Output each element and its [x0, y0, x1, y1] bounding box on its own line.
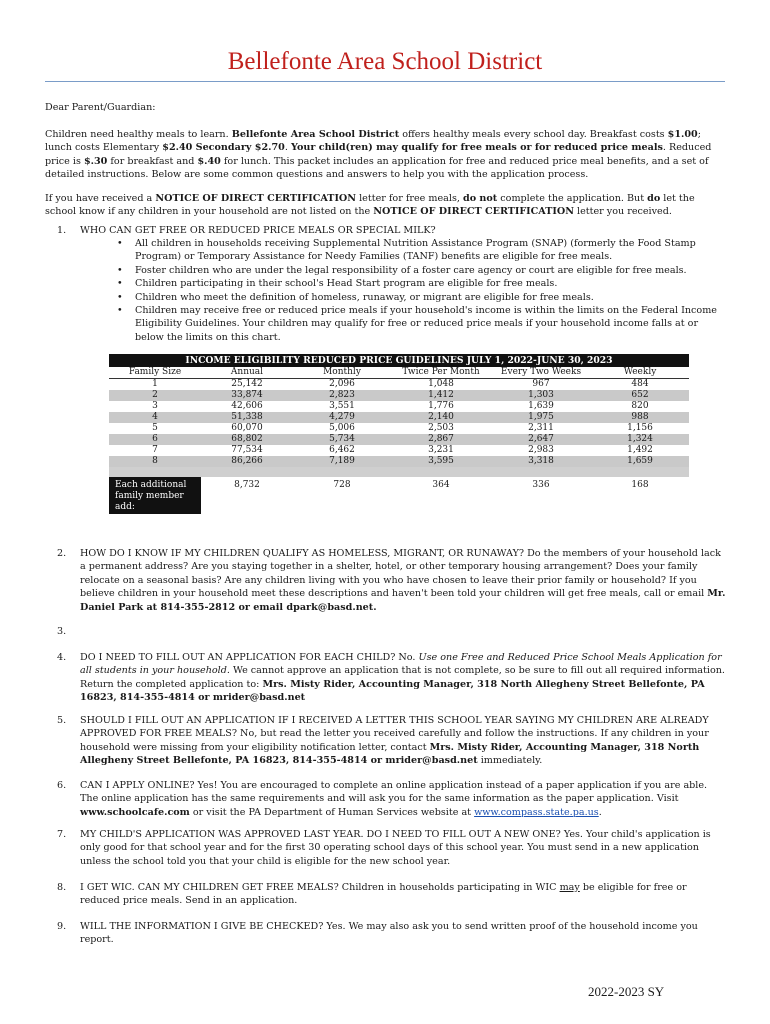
table-row: 3 42,606 3,551 1,776 1,639 820 — [152, 401, 649, 411]
table-row: 6 68,802 5,734 2,867 2,647 1,324 — [109, 434, 689, 445]
column-header: Family Size — [109, 367, 201, 379]
column-header: Twice Per Month — [391, 367, 491, 379]
column-header-row — [109, 367, 689, 379]
intro-paragraph: Children need healthy meals to learn. Bellefonte Area School District offers healthy meals every school day. Breakfast costs $1.00; lunch costs Elementary $2.40 Secondary $2.70. Your child(ren) may qualify for free meals or for reduced price meals. Reduced price is $.30 for breakfast and $.40 for lunch. This packet includes an application for free and reduced price meal benefits, and a set of detailed instructions. Below are some common questions and answers to help you with the application process. — [45, 129, 712, 181]
school-year-footer: 2022-2023 SY — [588, 984, 665, 999]
letter-page: Bellefonte Area School District Dear Parent/Guardian: Children need healthy meals to learn. Bellefonte Area School District offers healthy meals every school day. Breakfast costs $1.00; lunch costs Elementary $2.40 Secondary $2.70. Your child(ren) may qualify for free meals or for reduced price meals. Reduced price is $.30 for breakfast and $.40 for lunch. This packet includes an application for free and reduced price meal benefits, and a set of detailed instructions. Below are some common questions and answers to help you with the application process. If you have received a NOTICE OF DIRECT CERTIFICATION letter for free meals, do not complete the application. But do let the school know if any children in your household are not listed on the NOTICE OF DIRECT CERTIFICATION letter you received. 1. WHO CAN GET FREE OR REDUCED PRICE MEALS OR SPECIAL MILK? • All children in households receiving Supplemental Nutrition Assistance Program (SNAP) (formerly the Food Stamp Program) or Temporary Assistance for Needy Families (TANF) benefits are eligible for free meals. • Foster children who are under the legal responsibility of a foster care agency or court are eligible for free meals. • Children participating in their school's Head Start program are eligible for free meals. • Children who meet the definition of homeless, runaway, or migrant are eligible for free meals. • Children may receive free or reduced price meals if your household's income is within the limits on the Federal Income Eligibility Guidelines. Your children may qualify for free or reduced price meals if your household income falls at or below the limits on this chart. INCOME ELIGIBILITY REDUCED PRICE GUIDELINES JULY 1, 2022-JUNE 30, 2023 Family Size Annual Monthly Twice Per Month Every Two Weeks Weekly 1 25,142 2,096 1,048 967 484 2 33,874 2,823 1,412 1,303 652 3 42,606 3,551 1,776 1,639 820 4 51,338 4,279 2,140 1,975 988 5 60,070 5,006 2,503 2,311 1,156 6 68,802 5,734 2,867 2,647 1,324 7 77,534 6,462 3,231 2,983 1,492 8 86,266 7,189 3,595 3,318 1,659 Each additional family member add: 8,732 728 364 336 168 2. HOW DO I KNOW IF MY CHILDREN QUALIFY AS HOMELESS, MIGRANT, OR RUNAWAY? Do the members of your household lack a permanent address? Are you staying together in a shelter, hotel, or other temporary housing arrangement? Does your family relocate on a seasonal basis? Are any children living with you who have chosen to leave their prior family or household? If you believe children in your household meet these descriptions and haven't been told your children will get free meals, call or email Mr. Daniel Park at 814-355-2812 or email dpark@basd.net. 3. 4. DO I NEED TO FILL OUT AN APPLICATION FOR EACH CHILD? No. Use one Free and Reduced Price School Meals Application for all students in your household. We cannot approve an application that is not complete, so be sure to fill out all required information. Return the completed application to: Mrs. Misty Rider, Accounting Manager, 318 North Allegheny Street Bellefonte, PA 16823, 814-355-4814 or mrider@basd.net 5. SHOULD I FILL OUT AN APPLICATION IF I RECEIVED A LETTER THIS SCHOOL YEAR SAYING MY CHILDREN ARE ALREADY APPROVED FOR FREE MEALS? No, but read the letter you received carefully and follow the instructions. If any children in your household were missing from your eligibility notification letter, contact Mrs. Misty Rider, Accounting Manager, 318 North Allegheny Street Bellefonte, PA 16823, 814-355-4814 or mrider@basd.net immediately. 6. CAN I APPLY ONLINE? Yes! You are encouraged to complete an online application instead of a paper application if you are able. The online application has the same requirements and will ask you for the same information as the paper application. Visit www.schoolcafe.com or visit the PA Department of Human Services website at www.compass.state.pa.us. 7. MY CHILD'S APPLICATION WAS APPROVED LAST YEAR. DO I NEED TO FILL OUT A NEW ONE? Yes. Your child's application is only good for that school year and for the first 30 operating school days of this school year. You must send in a new application unless the school told you that your child is eligible for the new school year. 8. I GET WIC. CAN MY CHILDREN GET FREE MEALS? Children in households participating in WIC may be eligible for free or reduced price meals. Send in an application. 9. WILL THE INFORMATION I GIVE BE CHECKED? Yes. We may also ask you to send written proof of the household income you report. 2022-2023 SY — [0, 0, 770, 1024]
greeting: Dear Parent/Guardian: — [45, 102, 156, 113]
question-text: WHO CAN GET FREE OR REDUCED PRICE MEALS OR SPECIAL MILK? — [80, 225, 436, 236]
list-item: • All children in households receiving Supplemental Nutrition Assistance Program (SNAP) (formerly the Food Stamp Program) or Temporary Assistance for Needy Families (TANF) benefits are eligible for free meals. — [117, 238, 696, 263]
list-item: • Children who meet the definition of homeless, runaway, or migrant are eligible for free meals. — [117, 291, 594, 303]
table-spacer-row — [109, 467, 689, 477]
income-eligibility-table — [109, 354, 689, 514]
column-header: Weekly — [591, 367, 689, 379]
direct-certification-paragraph: If you have received a NOTICE OF DIRECT CERTIFICATION letter for free meals, do not complete the application. But do let the school know if any children in your household are not listed on the NOTICE OF DIRECT CERTIFICATION letter you received. — [45, 193, 695, 218]
table-row: 7 77,534 6,462 3,231 2,983 1,492 — [152, 445, 653, 455]
table-row: 8 86,266 7,189 3,595 3,318 1,659 — [109, 456, 689, 467]
table-row: 4 51,338 4,279 2,140 1,975 988 — [109, 412, 689, 423]
table-title: INCOME ELIGIBILITY REDUCED PRICE GUIDELINES JULY 1, 2022-JUNE 30, 2023 — [109, 354, 689, 367]
table-row: 1 25,142 2,096 1,048 967 484 — [152, 379, 649, 389]
column-header: Every Two Weeks — [491, 367, 591, 379]
eligibility-bullet-list — [45, 237, 725, 344]
table-row: 5 60,070 5,006 2,503 2,311 1,156 — [152, 423, 653, 433]
column-header: Annual — [201, 367, 293, 379]
table-row: 2 33,874 2,823 1,412 1,303 652 — [109, 390, 689, 401]
schoolcafe-link[interactable]: www.schoolcafe.com — [80, 806, 190, 818]
column-header: Monthly — [293, 367, 391, 379]
list-item: • Foster children who are under the legal responsibility of a foster care agency or court are eligible for free meals. — [117, 264, 687, 276]
table-header-row — [109, 354, 689, 367]
page-title: Bellefonte Area School District — [227, 48, 543, 75]
title-divider — [45, 81, 725, 82]
question-number: 1. — [57, 225, 67, 236]
list-item: • Children participating in their school's Head Start program are eligible for free meals. — [117, 278, 558, 290]
compass-link[interactable]: www.compass.state.pa.us — [474, 806, 599, 818]
table-row-additional: Each additional family member add: 8,732 728 364 336 168 — [109, 477, 689, 514]
additional-member-label: Each additional family member add: — [109, 477, 201, 514]
list-item: • Children may receive free or reduced price meals if your household's income is within the limits on the Federal Income Eligibility Guidelines. Your children may qualify for free or reduced price meals if your household income falls at or below the limits on this chart. — [117, 305, 717, 343]
